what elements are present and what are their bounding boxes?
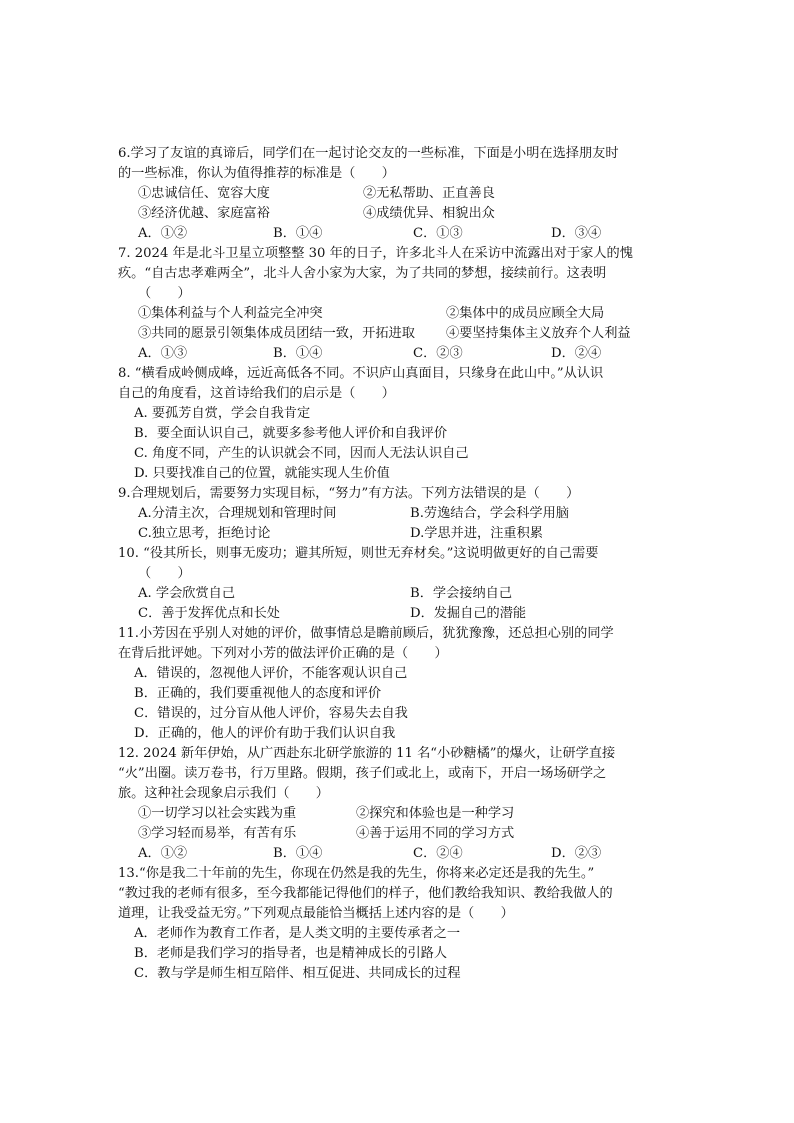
- option-row: [118, 524, 678, 544]
- question-13: [118, 864, 678, 984]
- question-stem: 自己的角度看，这首诗给我们的启示是（ ）: [118, 386, 395, 401]
- question-stem: 在背后批评她。下列对小芳的做法评价正确的是（ ）: [118, 646, 448, 661]
- statement-row: [118, 804, 678, 824]
- choice-row: [118, 224, 678, 244]
- statement-item: ④要坚持集体主义放弃个人利益: [446, 326, 631, 341]
- answer-option: D．发掘自己的潜能: [410, 606, 527, 621]
- statement-row: [118, 304, 678, 324]
- question-stem: 12. 2024 新年伊始，从广西赴东北研学旅游的 11 名“小砂糖橘”的爆火，让研学直接: [118, 746, 616, 761]
- question-10: [118, 544, 678, 624]
- statement-item: ②无私帮助、正直善良: [363, 186, 495, 201]
- question-stem: 7. 2024 年是北斗卫星立项整整 30 年的日子，许多北斗人在采访中流露出对于家人的愧: [118, 246, 633, 261]
- answer-option: A．错误的，忽视他人评价，不能客观认识自己: [134, 666, 408, 681]
- statement-item: ①一切学习以社会实践为重: [138, 806, 297, 821]
- answer-option: C．教与学是师生相互陪伴、相互促进、共同成长的过程: [134, 966, 461, 981]
- answer-choice: C．②④: [413, 846, 463, 861]
- answer-option: D. 只要找准自己的位置，就能实现人生价值: [134, 466, 390, 481]
- question-stem: “火”出圈。读万卷书，行万里路。假期，孩子们或北上，或南下，开启一场场研学之: [118, 766, 607, 781]
- option-row: [118, 504, 678, 524]
- question-stem: 旅。这种社会现象启示我们（ ）: [118, 786, 329, 801]
- statement-item: ②集体中的成员应顾全大局: [446, 306, 605, 321]
- answer-choice: A．①③: [138, 346, 188, 361]
- question-stem: 13.“你是我二十年前的先生，你现在仍然是我的先生，你将来必定还是我的先生。”: [118, 866, 595, 881]
- statement-item: ①集体利益与个人利益完全冲突: [138, 306, 323, 321]
- answer-option: A.分清主次，合理规划和管理时间: [138, 506, 337, 521]
- answer-option: D．正确的，他人的评价有助于我们认识自我: [134, 726, 396, 741]
- question-11: [118, 624, 678, 744]
- answer-option: C．善于发挥优点和长处: [138, 606, 280, 621]
- question-stem: 8. “横看成岭侧成峰，远近高低各不同。不识庐山真面目，只缘身在此山中。”从认识: [118, 366, 604, 381]
- question-8: [118, 364, 678, 484]
- answer-choice: C．②③: [413, 346, 463, 361]
- statement-row: [118, 324, 678, 344]
- answer-option: B.劳逸结合，学会科学用脑: [410, 506, 569, 521]
- answer-option: C. 角度不同，产生的认识就会不同，因而人无法认识自己: [134, 446, 469, 461]
- answer-choice: B．①④: [273, 226, 323, 241]
- option-row: [118, 584, 678, 604]
- question-stem: 10. “役其所长，则事无废功；避其所短，则世无弃材矣。”这说明做更好的自己需要: [118, 546, 599, 561]
- statement-row: [118, 824, 678, 844]
- answer-choice: C．①③: [413, 226, 463, 241]
- question-stem: （ ）: [138, 286, 191, 301]
- answer-choice: D．②③: [551, 846, 602, 861]
- statement-item: ④成绩优异、相貌出众: [363, 206, 495, 221]
- question-stem: “教过我的老师有很多，至今我都能记得他们的样子，他们教给我知识、教给我做人的: [118, 886, 613, 901]
- choice-row: [118, 844, 678, 864]
- answer-choice: D．②④: [551, 346, 602, 361]
- question-stem: 道理，让我受益无穷。”下列观点最能恰当概括上述内容的是（ ）: [118, 906, 514, 921]
- answer-option: D.学思并进，注重积累: [410, 526, 543, 541]
- statement-item: ①忠诚信任、宽容大度: [138, 186, 270, 201]
- question-stem: 11.小芳因在乎别人对她的评价，做事情总是瞻前顾后，犹犹豫豫，还总担心别的同学: [118, 626, 614, 641]
- statement-item: ④善于运用不同的学习方式: [356, 826, 515, 841]
- statement-item: ③学习轻而易举，有苦有乐: [138, 826, 297, 841]
- answer-option: B．正确的，我们要重视他人的态度和评价: [134, 686, 382, 701]
- statement-item: ②探究和体验也是一种学习: [356, 806, 515, 821]
- statement-item: ③经济优越、家庭富裕: [138, 206, 270, 221]
- statement-item: ③共同的愿景引领集体成员团结一致，开拓进取: [138, 326, 415, 341]
- answer-option: A. 学会欣赏自己: [138, 586, 236, 601]
- answer-option: A. 要孤芳自赏，学会自我肯定: [134, 406, 311, 421]
- answer-choice: A．①②: [138, 846, 188, 861]
- answer-option: B．要全面认识自己，就要多参考他人评价和自我评价: [134, 426, 448, 441]
- question-stem: 疚。“自古忠孝难两全”，北斗人舍小家为大家，为了共同的梦想，接续前行。这表明: [118, 266, 607, 281]
- answer-option: C.独立思考，拒绝讨论: [138, 526, 271, 541]
- question-7: [118, 244, 678, 364]
- statement-row: [118, 204, 678, 224]
- question-9: [118, 484, 678, 544]
- answer-choice: B．①④: [273, 846, 323, 861]
- answer-option: C．错误的，过分盲从他人评价，容易失去自我: [134, 706, 408, 721]
- answer-choice: A．①②: [138, 226, 188, 241]
- answer-choice: B．①④: [273, 346, 323, 361]
- question-6: [118, 144, 678, 244]
- answer-option: A．老师作为教育工作者，是人类文明的主要传承者之一: [134, 926, 461, 941]
- answer-choice: D．③④: [551, 226, 602, 241]
- answer-option: B．学会接纳自己: [410, 586, 513, 601]
- statement-row: [118, 184, 678, 204]
- choice-row: [118, 344, 678, 364]
- question-stem: 的一些标准，你认为值得推荐的标准是（ ）: [118, 166, 395, 181]
- question-stem: 6.学习了友谊的真谛后，同学们在一起讨论交友的一些标准，下面是小明在选择朋友时: [118, 146, 619, 161]
- answer-option: B．老师是我们学习的指导者，也是精神成长的引路人: [134, 946, 448, 961]
- question-stem: （ ）: [138, 566, 191, 581]
- option-row: [118, 604, 678, 624]
- question-12: [118, 744, 678, 864]
- question-stem: 9.合理规划后，需要努力实现目标，“努力”有方法。下列方法错误的是（ ）: [118, 486, 580, 501]
